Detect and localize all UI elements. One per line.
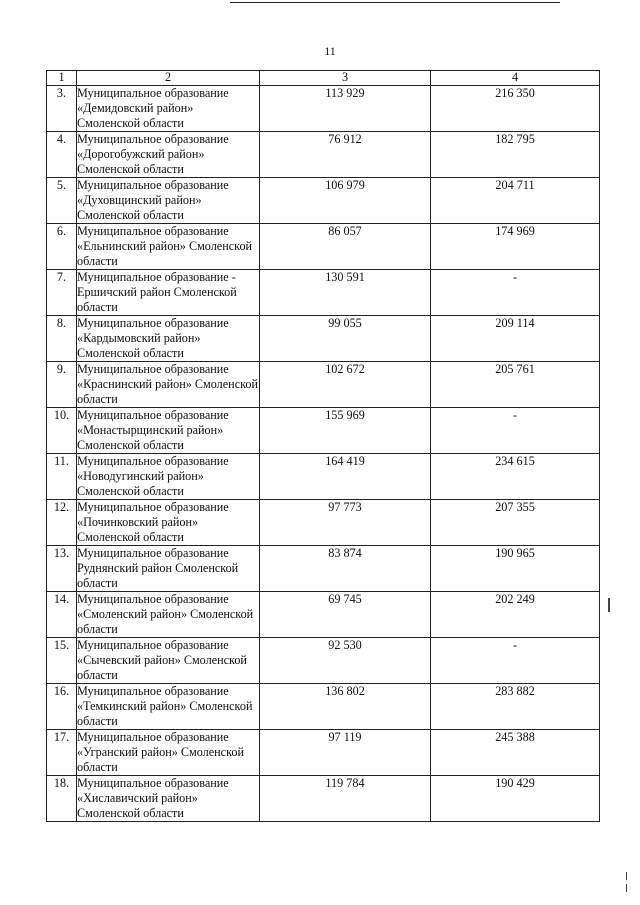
header-row bbox=[47, 71, 600, 86]
table-row bbox=[47, 178, 600, 224]
table-row bbox=[47, 316, 600, 362]
row-number: 16. bbox=[47, 684, 77, 730]
scan-margin-mark bbox=[626, 872, 627, 880]
table-row bbox=[47, 86, 600, 132]
municipality-name: Муниципальное образование Руднянский район Смоленской области bbox=[77, 546, 260, 592]
value-col-4: - bbox=[431, 638, 600, 684]
municipality-name: Муниципальное образование «Монастырщинский район» Смоленской области bbox=[77, 408, 260, 454]
value-col-4: 204 711 bbox=[431, 178, 600, 224]
municipality-name: Муниципальное образование «Кардымовский район» Смоленской области bbox=[77, 316, 260, 362]
value-col-4: - bbox=[431, 408, 600, 454]
page-number: 11 bbox=[324, 44, 336, 58]
municipality-name: Муниципальное образование «Темкинский район» Смоленской области bbox=[77, 684, 260, 730]
value-col-3: 106 979 bbox=[260, 178, 431, 224]
value-col-4: 174 969 bbox=[431, 224, 600, 270]
table-row bbox=[47, 684, 600, 730]
table-row bbox=[47, 362, 600, 408]
value-col-4: 234 615 bbox=[431, 454, 600, 500]
table-row bbox=[47, 730, 600, 776]
value-col-3: 102 672 bbox=[260, 362, 431, 408]
row-number: 12. bbox=[47, 500, 77, 546]
header-col-4: 4 bbox=[431, 71, 600, 86]
table-row bbox=[47, 408, 600, 454]
row-number: 15. bbox=[47, 638, 77, 684]
table-row bbox=[47, 592, 600, 638]
municipality-name: Муниципальное образование «Демидовский район» Смоленской области bbox=[77, 86, 260, 132]
row-number: 18. bbox=[47, 776, 77, 822]
row-number: 4. bbox=[47, 132, 77, 178]
municipality-name: Муниципальное образование - Ершичский район Смоленской области bbox=[77, 270, 260, 316]
table-row bbox=[47, 776, 600, 822]
municipality-name: Муниципальное образование «Угранский район» Смоленской области bbox=[77, 730, 260, 776]
header-col-3: 3 bbox=[260, 71, 431, 86]
row-number: 10. bbox=[47, 408, 77, 454]
scan-margin-mark bbox=[626, 884, 627, 892]
table-row bbox=[47, 224, 600, 270]
municipality-name: Муниципальное образование «Починковский район» Смоленской области bbox=[77, 500, 260, 546]
data-table bbox=[46, 70, 600, 822]
table-row bbox=[47, 132, 600, 178]
value-col-3: 119 784 bbox=[260, 776, 431, 822]
value-col-4: 202 249 bbox=[431, 592, 600, 638]
municipality-name: Муниципальное образование «Дорогобужский район» Смоленской области bbox=[77, 132, 260, 178]
table-row bbox=[47, 546, 600, 592]
value-col-3: 69 745 bbox=[260, 592, 431, 638]
value-col-4: 182 795 bbox=[431, 132, 600, 178]
table-body bbox=[47, 86, 600, 822]
value-col-3: 113 929 bbox=[260, 86, 431, 132]
value-col-3: 97 773 bbox=[260, 500, 431, 546]
row-number: 3. bbox=[47, 86, 77, 132]
table-row bbox=[47, 500, 600, 546]
row-number: 9. bbox=[47, 362, 77, 408]
value-col-3: 86 057 bbox=[260, 224, 431, 270]
municipality-name: Муниципальное образование «Смоленский район» Смоленской области bbox=[77, 592, 260, 638]
row-number: 17. bbox=[47, 730, 77, 776]
value-col-4: 190 965 bbox=[431, 546, 600, 592]
header-col-2: 2 bbox=[77, 71, 260, 86]
municipality-name: Муниципальное образование «Духовщинский район» Смоленской области bbox=[77, 178, 260, 224]
table-row bbox=[47, 638, 600, 684]
value-col-3: 155 969 bbox=[260, 408, 431, 454]
value-col-3: 76 912 bbox=[260, 132, 431, 178]
row-number: 8. bbox=[47, 316, 77, 362]
value-col-4: 205 761 bbox=[431, 362, 600, 408]
value-col-3: 164 419 bbox=[260, 454, 431, 500]
value-col-4: 209 114 bbox=[431, 316, 600, 362]
row-number: 11. bbox=[47, 454, 77, 500]
municipality-name: Муниципальное образование «Хиславичский район» Смоленской области bbox=[77, 776, 260, 822]
header-col-1: 1 bbox=[47, 71, 77, 86]
municipality-name: Муниципальное образование «Ельнинский район» Смоленской области bbox=[77, 224, 260, 270]
value-col-3: 136 802 bbox=[260, 684, 431, 730]
value-col-3: 83 874 bbox=[260, 546, 431, 592]
top-border-line bbox=[230, 2, 560, 3]
table-row bbox=[47, 270, 600, 316]
row-number: 6. bbox=[47, 224, 77, 270]
value-col-4: 216 350 bbox=[431, 86, 600, 132]
value-col-4: 207 355 bbox=[431, 500, 600, 546]
table-row bbox=[47, 454, 600, 500]
value-col-4: 283 882 bbox=[431, 684, 600, 730]
value-col-3: 92 530 bbox=[260, 638, 431, 684]
value-col-4: 190 429 bbox=[431, 776, 600, 822]
value-col-4: - bbox=[431, 270, 600, 316]
row-number: 13. bbox=[47, 546, 77, 592]
value-col-3: 130 591 bbox=[260, 270, 431, 316]
row-number: 7. bbox=[47, 270, 77, 316]
value-col-4: 245 388 bbox=[431, 730, 600, 776]
value-col-3: 97 119 bbox=[260, 730, 431, 776]
row-number: 14. bbox=[47, 592, 77, 638]
value-col-3: 99 055 bbox=[260, 316, 431, 362]
municipality-name: Муниципальное образование «Новодугинский район» Смоленской области bbox=[77, 454, 260, 500]
municipality-name: Муниципальное образование «Краснинский район» Смоленской области bbox=[77, 362, 259, 406]
scan-margin-mark bbox=[608, 598, 610, 612]
municipality-name: Муниципальное образование «Сычевский район» Смоленской области bbox=[77, 638, 260, 684]
row-number: 5. bbox=[47, 178, 77, 224]
